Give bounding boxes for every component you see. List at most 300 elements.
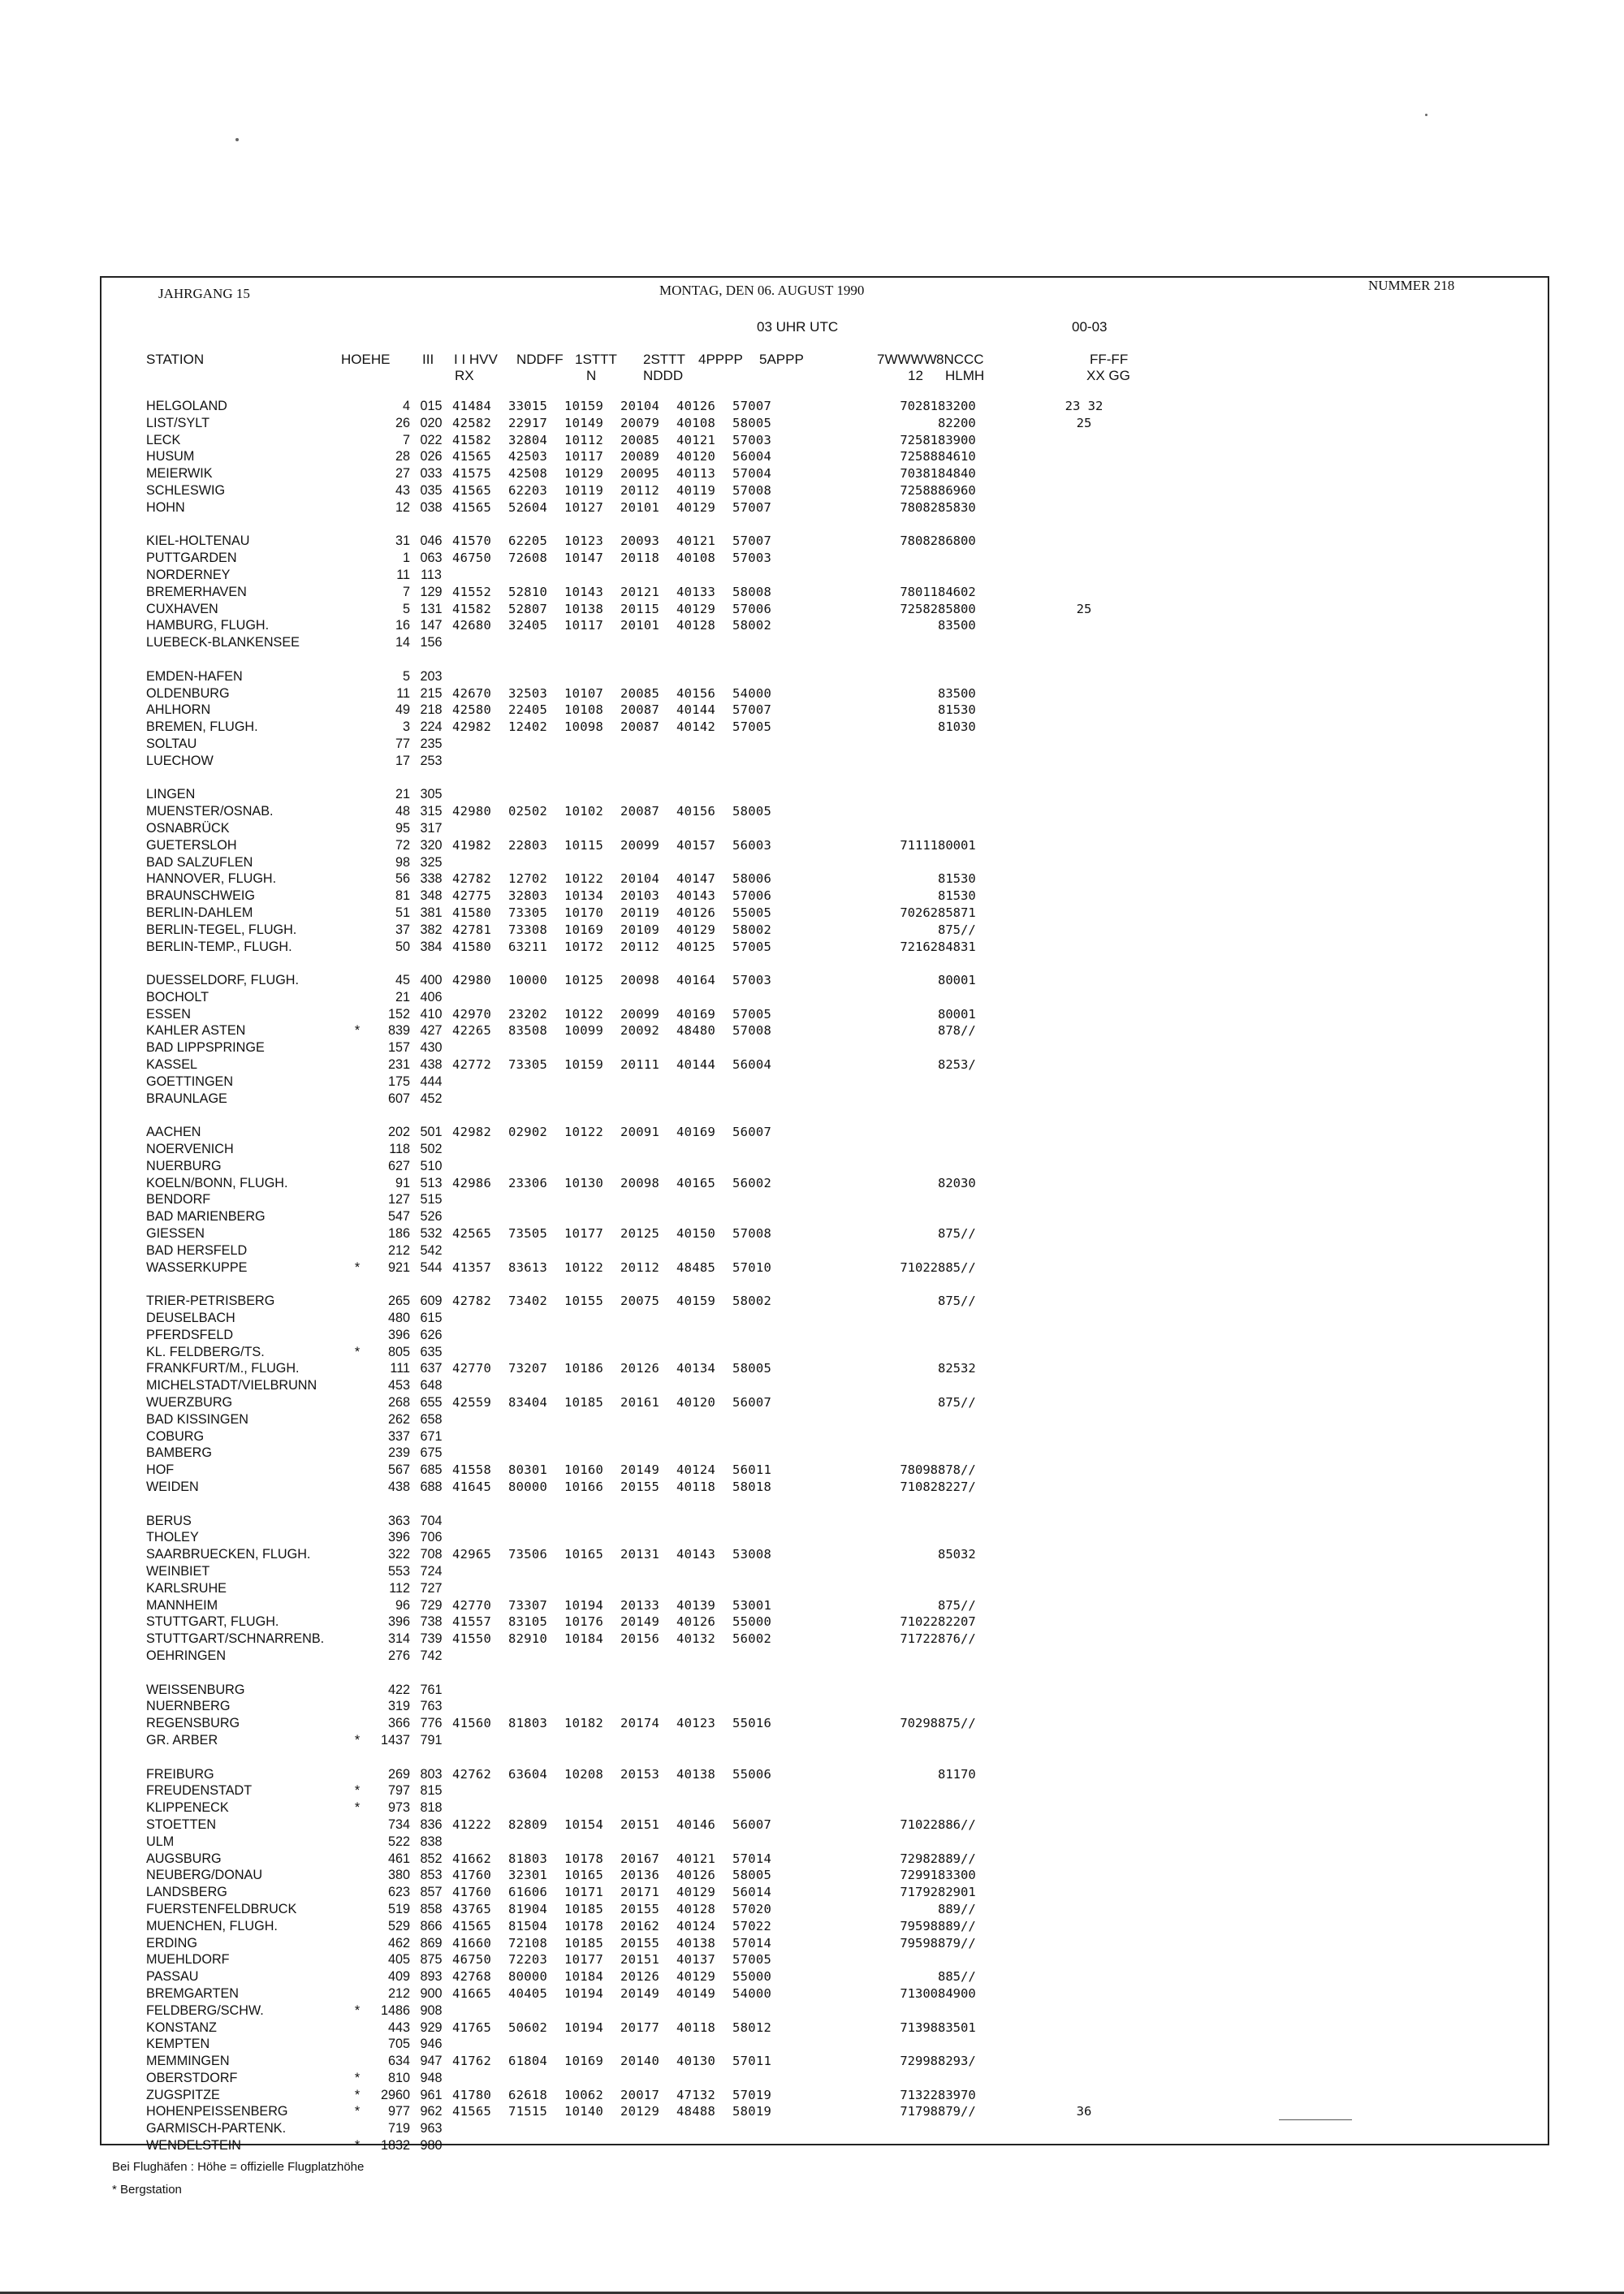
mountain-marker xyxy=(341,448,374,465)
mountain-marker xyxy=(341,1158,374,1175)
table-row xyxy=(146,550,1169,567)
station-index: 852 xyxy=(420,1851,443,1866)
group-7wwww: 70281 xyxy=(900,399,938,413)
column-gap xyxy=(788,820,857,837)
group-7wwww xyxy=(857,2120,938,2137)
group-5appp: 57004 xyxy=(732,466,772,482)
group-ffff xyxy=(999,1766,1169,1783)
group-ffff xyxy=(999,1951,1169,1968)
mountain-marker xyxy=(341,1563,374,1580)
station-index: 063 xyxy=(420,551,443,566)
group-7wwww xyxy=(857,1445,938,1462)
group-ihvv xyxy=(452,1834,508,1851)
group-ffff xyxy=(999,1597,1169,1614)
station-name: NOERVENICH xyxy=(146,1142,234,1157)
column-gap xyxy=(788,634,857,651)
station-index: 961 xyxy=(420,2087,443,2102)
group-7wwww: 72991 xyxy=(900,1868,938,1883)
group-2sttt xyxy=(620,1698,676,1715)
group-ffff: 23 32 xyxy=(1065,399,1104,413)
group-nddff xyxy=(508,1091,564,1108)
group-ihvv: 43765 xyxy=(452,1901,492,1916)
mountain-marker: * xyxy=(354,2104,361,2119)
group-ihvv: 41222 xyxy=(452,1817,492,1832)
group-8nccc xyxy=(938,1648,999,1665)
group-1sttt: 10182 xyxy=(564,1716,604,1731)
table-row xyxy=(146,2103,1169,2120)
group-4pppp: 40157 xyxy=(676,837,716,853)
station-height: 231 xyxy=(387,1057,410,1073)
group-2sttt: 20133 xyxy=(620,1597,660,1613)
group-4pppp: 40123 xyxy=(676,1716,716,1731)
table-row xyxy=(146,634,1169,651)
station-name: WEISSENBURG xyxy=(146,1682,245,1697)
station-name: MUEHLDORF xyxy=(146,1952,230,1968)
group-ffff xyxy=(999,432,1169,449)
group-ffff xyxy=(999,1006,1169,1023)
mountain-marker xyxy=(341,1310,374,1327)
group-2sttt: 20075 xyxy=(620,1294,660,1309)
column-gap xyxy=(788,939,857,956)
group-2sttt: 20171 xyxy=(620,1885,660,1900)
station-height: 265 xyxy=(387,1294,410,1309)
group-ffff xyxy=(999,1901,1169,1918)
group-nddff: 22405 xyxy=(508,702,548,718)
group-nddff xyxy=(508,989,564,1006)
group-ihvv xyxy=(452,1074,508,1091)
mountain-marker xyxy=(341,972,374,989)
table-row xyxy=(146,1191,1169,1208)
table-row xyxy=(146,1918,1169,1935)
group-2sttt xyxy=(620,1445,676,1462)
group-ffff xyxy=(999,1344,1169,1361)
group-nddff: 83105 xyxy=(508,1614,548,1630)
group-8nccc xyxy=(938,1124,999,1141)
group-4pppp: 40169 xyxy=(676,1006,716,1022)
group-ffff xyxy=(999,1732,1169,1749)
group-nddff: 32405 xyxy=(508,618,548,633)
group-2sttt xyxy=(620,1648,676,1665)
station-name: BREMERHAVEN xyxy=(146,584,247,599)
mountain-marker xyxy=(341,871,374,888)
group-4pppp xyxy=(676,634,732,651)
mountain-marker xyxy=(341,1141,374,1158)
group-nddff: 71515 xyxy=(508,2104,548,2119)
station-index: 704 xyxy=(420,1513,443,1528)
group-4pppp: 40132 xyxy=(676,1631,716,1647)
group-ihvv: 42781 xyxy=(452,922,492,937)
group-4pppp xyxy=(676,1039,732,1056)
group-8nccc: 879// xyxy=(938,2104,976,2119)
group-7wwww: 79598 xyxy=(900,1918,938,1933)
group-4pppp: 40128 xyxy=(676,618,716,633)
group-7wwww xyxy=(857,1124,938,1141)
group-5appp xyxy=(732,989,788,1006)
group-nddff: 61804 xyxy=(508,2054,548,2069)
column-gap xyxy=(788,2036,857,2053)
group-7wwww xyxy=(857,1006,938,1023)
group-8nccc xyxy=(938,567,999,584)
column-gap xyxy=(788,1091,857,1108)
group-ffff xyxy=(999,2137,1169,2154)
group-2sttt: 20087 xyxy=(620,702,660,718)
group-2sttt xyxy=(620,1799,676,1817)
mountain-marker xyxy=(341,398,374,415)
group-nddff: 80000 xyxy=(508,1480,548,1494)
station-name: MANNHEIM xyxy=(146,1597,218,1613)
mountain-marker xyxy=(341,1580,374,1597)
table-row xyxy=(146,1462,1169,1479)
group-nddff xyxy=(508,753,564,770)
mountain-marker xyxy=(341,803,374,820)
group-1sttt: 10172 xyxy=(564,939,604,954)
station-index: 020 xyxy=(420,415,443,430)
column-gap xyxy=(788,685,857,702)
station-index: 948 xyxy=(420,2070,443,2085)
station-index: 218 xyxy=(420,702,443,718)
group-2sttt: 20085 xyxy=(620,685,660,701)
mountain-marker: * xyxy=(354,2087,361,2102)
column-gap xyxy=(788,702,857,719)
group-7wwww xyxy=(857,1141,938,1158)
table-row xyxy=(146,567,1169,584)
group-7wwww: 70381 xyxy=(900,466,938,482)
group-7wwww: 72588 xyxy=(900,482,938,498)
station-height: 21 xyxy=(395,989,410,1004)
column-gap xyxy=(788,888,857,905)
group-2sttt xyxy=(620,567,676,584)
table-row xyxy=(146,753,1169,770)
group-7wwww xyxy=(857,1428,938,1445)
station-index: 384 xyxy=(420,939,443,954)
mountain-marker xyxy=(341,668,374,685)
group-4pppp: 40126 xyxy=(676,1868,716,1883)
group-1sttt: 10154 xyxy=(564,1817,604,1832)
column-gap xyxy=(788,1141,857,1158)
group-7wwww xyxy=(857,1175,938,1192)
group-ffff xyxy=(999,905,1169,922)
group-5appp: 54000 xyxy=(732,1985,772,2001)
group-4pppp xyxy=(676,1648,732,1665)
column-gap xyxy=(788,1022,857,1039)
group-1sttt: 10129 xyxy=(564,466,604,482)
group-5appp: 56004 xyxy=(732,449,772,464)
group-8nccc xyxy=(938,550,999,567)
group-8nccc xyxy=(938,1799,999,1817)
group-2sttt xyxy=(620,1310,676,1327)
group-8nccc xyxy=(938,2002,999,2020)
group-ihvv xyxy=(452,2137,508,2154)
station-index: 305 xyxy=(420,787,443,802)
date-label: MONTAG, DEN 06. AUGUST 1990 xyxy=(659,283,865,298)
station-height: 319 xyxy=(387,1699,410,1714)
station-name: ZUGSPITZE xyxy=(146,2087,220,2102)
group-5appp: 57007 xyxy=(732,499,772,515)
group-5appp: 56007 xyxy=(732,1817,772,1832)
group-ihvv xyxy=(452,1344,508,1361)
station-index: 908 xyxy=(420,2002,443,2018)
group-5appp xyxy=(732,634,788,651)
group-1sttt: 10122 xyxy=(564,871,604,887)
group-8nccc: 80001 xyxy=(938,1006,976,1022)
group-7wwww xyxy=(857,753,938,770)
station-height: 27 xyxy=(395,466,410,482)
station-name: AACHEN xyxy=(146,1125,201,1140)
group-2sttt xyxy=(620,2002,676,2020)
column-gap xyxy=(788,482,857,499)
station-height: 269 xyxy=(387,1766,410,1782)
group-7wwww xyxy=(857,736,938,753)
group-nddff xyxy=(508,786,564,803)
column-gap xyxy=(788,1597,857,1614)
table-row xyxy=(146,1563,1169,1580)
group-7wwww: 78011 xyxy=(900,584,938,599)
mountain-marker xyxy=(341,905,374,922)
group-5appp: 53008 xyxy=(732,1547,772,1562)
mountain-marker xyxy=(341,584,374,601)
group-1sttt: 10186 xyxy=(564,1361,604,1376)
column-gap xyxy=(788,1411,857,1428)
group-4pppp: 40129 xyxy=(676,1885,716,1900)
group-5appp: 58005 xyxy=(732,1361,772,1376)
group-8nccc: 889// xyxy=(938,1851,976,1866)
station-height: 462 xyxy=(387,1935,410,1951)
column-gap xyxy=(788,432,857,449)
station-index: 452 xyxy=(420,1091,443,1106)
group-5appp xyxy=(732,1529,788,1546)
mountain-marker xyxy=(341,617,374,634)
group-5appp xyxy=(732,2002,788,2020)
group-5appp: 58018 xyxy=(732,1480,772,1494)
station-name: GARMISCH-PARTENK. xyxy=(146,2121,287,2136)
station-height: 322 xyxy=(387,1547,410,1562)
group-ihvv: 41660 xyxy=(452,1935,492,1951)
group-1sttt xyxy=(564,1799,620,1817)
group-ffff xyxy=(999,1039,1169,1056)
station-index: 156 xyxy=(420,635,443,650)
group-8nccc xyxy=(938,2070,999,2087)
group-2sttt xyxy=(620,1344,676,1361)
group-5appp: 57008 xyxy=(732,482,772,498)
column-gap xyxy=(788,1360,857,1377)
group-ihvv xyxy=(452,1091,508,1108)
group-2sttt xyxy=(620,786,676,803)
group-ffff xyxy=(999,1225,1169,1242)
group-1sttt: 10115 xyxy=(564,837,604,853)
group-ffff xyxy=(999,634,1169,651)
table-row xyxy=(146,1327,1169,1344)
station-name: STUTTGART, FLUGH. xyxy=(146,1614,279,1630)
mountain-marker xyxy=(341,753,374,770)
group-ihvv: 41765 xyxy=(452,2020,492,2035)
station-name: SCHLESWIG xyxy=(146,482,226,498)
station-height: 396 xyxy=(387,1327,410,1342)
group-8nccc xyxy=(938,1344,999,1361)
group-2sttt xyxy=(620,1529,676,1546)
table-row xyxy=(146,1817,1169,1834)
group-5appp xyxy=(732,1445,788,1462)
station-index: 761 xyxy=(420,1682,443,1697)
group-2sttt xyxy=(620,1208,676,1225)
group-nddff: 72108 xyxy=(508,1935,548,1951)
column-gap xyxy=(788,1377,857,1394)
group-1sttt: 10119 xyxy=(564,482,604,498)
group-5appp xyxy=(732,1191,788,1208)
mountain-marker xyxy=(341,1124,374,1141)
group-4pppp: 40126 xyxy=(676,399,716,413)
group-nddff: 22917 xyxy=(508,415,548,430)
group-5appp xyxy=(732,1310,788,1327)
group-1sttt: 10165 xyxy=(564,1547,604,1562)
mountain-marker xyxy=(341,533,374,550)
station-index: 706 xyxy=(420,1530,443,1545)
group-ihvv xyxy=(452,634,508,651)
mountain-marker xyxy=(341,1091,374,1108)
group-5appp xyxy=(732,1513,788,1530)
group-4pppp xyxy=(676,1513,732,1530)
table-row xyxy=(146,668,1169,685)
group-4pppp xyxy=(676,1428,732,1445)
station-name: BERLIN-DAHLEM xyxy=(146,905,253,920)
group-1sttt: 10102 xyxy=(564,804,604,819)
mountain-marker xyxy=(341,1175,374,1192)
station-height: 112 xyxy=(389,1580,410,1596)
group-nddff: 83404 xyxy=(508,1395,548,1411)
group-5appp: 57022 xyxy=(732,1918,772,1933)
group-4pppp xyxy=(676,989,732,1006)
table-row xyxy=(146,972,1169,989)
group-ihvv: 41575 xyxy=(452,466,492,482)
group-7wwww: 78082 xyxy=(900,534,938,549)
station-height: 276 xyxy=(387,1648,410,1663)
group-1sttt xyxy=(564,736,620,753)
group-4pppp xyxy=(676,1411,732,1428)
station-name: DUESSELDORF, FLUGH. xyxy=(146,973,299,988)
station-index: 515 xyxy=(420,1192,443,1207)
group-8nccc: 84610 xyxy=(938,449,976,464)
group-2sttt: 20099 xyxy=(620,837,660,853)
station-name: KONSTANZ xyxy=(146,2020,217,2035)
group-8nccc: 80001 xyxy=(938,973,976,988)
station-height: 31 xyxy=(395,534,410,549)
table-row xyxy=(146,1056,1169,1074)
group-nddff: 81803 xyxy=(508,1851,548,1866)
group-1sttt xyxy=(564,1074,620,1091)
group-5appp xyxy=(732,2120,788,2137)
group-2sttt xyxy=(620,1580,676,1597)
group-8nccc xyxy=(938,634,999,651)
station-height: 380 xyxy=(387,1868,410,1883)
station-index: 637 xyxy=(420,1361,443,1376)
group-nddff: 42508 xyxy=(508,466,548,482)
table-row xyxy=(146,465,1169,482)
group-4pppp: 40121 xyxy=(676,432,716,447)
station-index: 015 xyxy=(420,399,443,413)
group-8nccc: 82200 xyxy=(938,415,976,430)
mountain-marker xyxy=(341,939,374,956)
mountain-marker xyxy=(341,1682,374,1699)
group-5appp xyxy=(732,1782,788,1799)
group-1sttt: 10140 xyxy=(564,2104,604,2119)
group-8nccc: 81170 xyxy=(938,1766,976,1782)
group-5appp: 58005 xyxy=(732,804,772,819)
column-gap xyxy=(788,1951,857,1968)
group-7wwww xyxy=(857,1242,938,1259)
group-ffff xyxy=(999,989,1169,1006)
group-4pppp xyxy=(676,736,732,753)
station-height: 547 xyxy=(387,1209,410,1225)
group-1sttt xyxy=(564,1039,620,1056)
group-1sttt xyxy=(564,1158,620,1175)
group-8nccc xyxy=(938,1191,999,1208)
group-4pppp xyxy=(676,1529,732,1546)
group-4pppp: 40144 xyxy=(676,1057,716,1073)
station-height: 212 xyxy=(387,1985,410,2001)
group-ffff xyxy=(999,448,1169,465)
group-ffff xyxy=(999,1259,1169,1277)
group-5appp: 56007 xyxy=(732,1395,772,1411)
group-nddff xyxy=(508,1732,564,1749)
col-9b: XX GG xyxy=(1086,368,1130,383)
group-ihvv: 41982 xyxy=(452,837,492,853)
station-height: 28 xyxy=(395,449,410,464)
mountain-marker xyxy=(341,465,374,482)
mountain-marker xyxy=(341,415,374,432)
group-ihvv: 41582 xyxy=(452,432,492,447)
table-row xyxy=(146,1242,1169,1259)
group-8nccc: 889// xyxy=(938,1918,976,1933)
station-height: 3 xyxy=(402,719,410,735)
group-4pppp: 40165 xyxy=(676,1175,716,1190)
mountain-marker xyxy=(341,2020,374,2037)
station-height: 111 xyxy=(390,1361,410,1376)
group-4pppp: 40120 xyxy=(676,449,716,464)
group-2sttt: 20104 xyxy=(620,399,660,413)
group-ffff xyxy=(999,1208,1169,1225)
table-row xyxy=(146,1782,1169,1799)
table-row xyxy=(146,1834,1169,1851)
group-5appp: 56011 xyxy=(732,1462,772,1478)
col-7b: 12 xyxy=(908,368,923,383)
station-name: FREIBURG xyxy=(146,1766,214,1782)
table-row xyxy=(146,837,1169,854)
group-7wwww xyxy=(857,1344,938,1361)
group-4pppp: 40128 xyxy=(676,1901,716,1916)
col-station: STATION xyxy=(146,352,205,367)
group-2sttt: 20099 xyxy=(620,1006,660,1022)
station-name: WEINBIET xyxy=(146,1563,210,1579)
station-index: 320 xyxy=(420,837,443,853)
group-7wwww: 72582 xyxy=(900,601,938,616)
column-gap xyxy=(788,1546,857,1563)
group-nddff xyxy=(508,2002,564,2020)
table-row xyxy=(146,1867,1169,1884)
group-8nccc: 82207 xyxy=(938,1614,976,1630)
group-4pppp: 40124 xyxy=(676,1462,716,1478)
station-name: KOELN/BONN, FLUGH. xyxy=(146,1175,288,1190)
column-gap xyxy=(788,1158,857,1175)
station-height: 118 xyxy=(389,1142,410,1157)
group-2sttt xyxy=(620,1074,676,1091)
mountain-marker xyxy=(341,1056,374,1074)
group-ihvv: 42762 xyxy=(452,1766,492,1782)
group-nddff: 02502 xyxy=(508,804,548,819)
station-index: 501 xyxy=(420,1125,443,1140)
table-row xyxy=(146,1141,1169,1158)
group-nddff xyxy=(508,1782,564,1799)
group-8nccc xyxy=(938,1158,999,1175)
station-table xyxy=(146,398,1169,2154)
